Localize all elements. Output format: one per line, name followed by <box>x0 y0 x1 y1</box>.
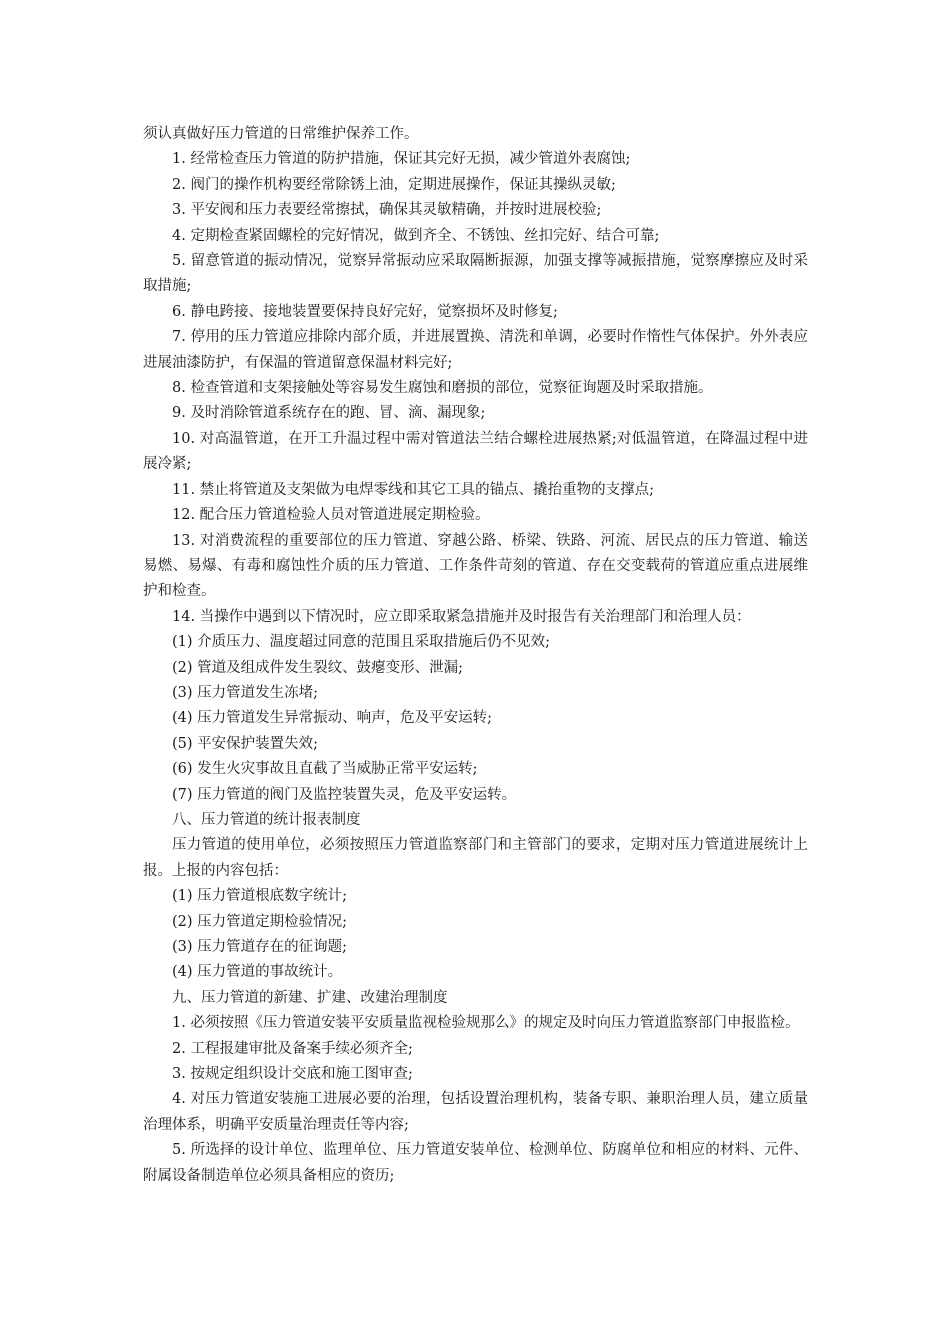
section-heading-8: 八、压力管道的统计报表制度 <box>172 811 361 828</box>
paragraph-item-4: 4. 对压力管道安装施工进展必要的治理，包括设置治理机构，装备专职、兼职治理人员，建立质量治理体系，明确平安质量治理责任等内容; <box>143 1091 808 1133</box>
paragraph-subitem: (3) 压力管道存在的征询题; <box>172 939 348 955</box>
paragraph-subitem: (1) 压力管道根底数字统计; <box>172 888 348 905</box>
paragraph-subitem: (5) 平安保护装置失效; <box>172 735 319 752</box>
paragraph-intro: 须认真做好压力管道的日常维护保养工作。 <box>143 126 419 142</box>
paragraph-subitem: (2) 压力管道定期检验情况; <box>172 913 348 930</box>
paragraph-item-13: 13. 对消费流程的重要部位的压力管道、穿越公路、桥梁、铁路、河流、居民点的压力管道、输送易燃、易爆、有毒和腐蚀性介质的压力管道、工作条件苛刻的管道、存在交变载荷的管道应重点进展维护和检查。 <box>143 532 808 600</box>
paragraph-item-3: 3. 按规定组织设计交底和施工图审查; <box>172 1066 413 1083</box>
document-body <box>143 122 808 1189</box>
paragraph-item-3: 3. 平安阀和压力表要经常擦拭，确保其灵敏精确，并按时进展校验; <box>172 202 602 219</box>
section-heading-9: 九、压力管道的新建、扩建、改建治理制度 <box>172 989 448 1006</box>
paragraph-subitem: (3) 压力管道发生冻堵; <box>172 684 319 701</box>
paragraph-subitem: (6) 发生火灾事故且直截了当威胁正常平安运转; <box>172 761 478 778</box>
paragraph-item-4: 4. 定期检查紧固螺栓的完好情况，做到齐全、不锈蚀、丝扣完好、结合可靠; <box>172 227 660 244</box>
paragraph-item-14: 14. 当操作中遇到以下情况时，应立即采取紧急措施并及时报告有关治理部门和治理人员： <box>172 608 751 625</box>
paragraph-item-11: 11. 禁止将管道及支架做为电焊零线和其它工具的锚点、撬抬重物的支撑点; <box>172 481 655 498</box>
paragraph-item-5: 5. 所选择的设计单位、监理单位、压力管道安装单位、检测单位、防腐单位和相应的材料、元件、附属设备制造单位必须具备相应的资历; <box>143 1142 808 1184</box>
paragraph-item-1: 1. 必须按照《压力管道安装平安质量监视检验规那么》的规定及时向压力管道监察部门申报监检。 <box>172 1015 800 1032</box>
paragraph-reporting: 压力管道的使用单位，必须按照压力管道监察部门和主管部门的要求，定期对压力管道进展统计上报。上报的内容包括： <box>143 837 808 879</box>
paragraph-item-5: 5. 留意管道的振动情况，觉察异常振动应采取隔断振源，加强支撑等减振措施，觉察摩擦应及时采取措施; <box>143 253 808 295</box>
paragraph-subitem: (2) 管道及组成件发生裂纹、鼓瘪变形、泄漏; <box>172 659 464 676</box>
paragraph-subitem: (7) 压力管道的阀门及监控装置失灵，危及平安运转。 <box>172 786 517 803</box>
paragraph-item-2: 2. 阀门的操作机构要经常除锈上油，定期进展操作，保证其操纵灵敏; <box>172 176 616 193</box>
paragraph-item-8: 8. 检查管道和支架接触处等容易发生腐蚀和磨损的部位，觉察征询题及时采取措施。 <box>172 380 713 397</box>
paragraph-item-1: 1. 经常检查压力管道的防护措施，保证其完好无损，减少管道外表腐蚀; <box>172 151 631 168</box>
paragraph-item-7: 7. 停用的压力管道应排除内部介质，并进展置换、清洗和单调，必要时作惰性气体保护。外外表应进展油漆防护，有保温的管道留意保温材料完好; <box>143 329 808 371</box>
paragraph-item-12: 12. 配合压力管道检验人员对管道进展定期检验。 <box>172 507 490 524</box>
paragraph-item-2: 2. 工程报建审批及备案手续必须齐全; <box>172 1040 413 1057</box>
paragraph-subitem: (4) 压力管道发生异常振动、响声，危及平安运转; <box>172 710 493 727</box>
paragraph-item-9: 9. 及时消除管道系统存在的跑、冒、滴、漏现象; <box>172 405 486 422</box>
paragraph-subitem: (1) 介质压力、温度超过同意的范围且采取措施后仍不见效; <box>172 634 551 651</box>
paragraph-item-10: 10. 对高温管道，在开工升温过程中需对管道法兰结合螺栓进展热紧;对低温管道，在降温过程中进展冷紧; <box>143 430 808 473</box>
paragraph-item-6: 6. 静电跨接、接地装置要保持良好完好，觉察损坏及时修复; <box>172 303 558 320</box>
paragraph-subitem: (4) 压力管道的事故统计。 <box>172 964 343 981</box>
